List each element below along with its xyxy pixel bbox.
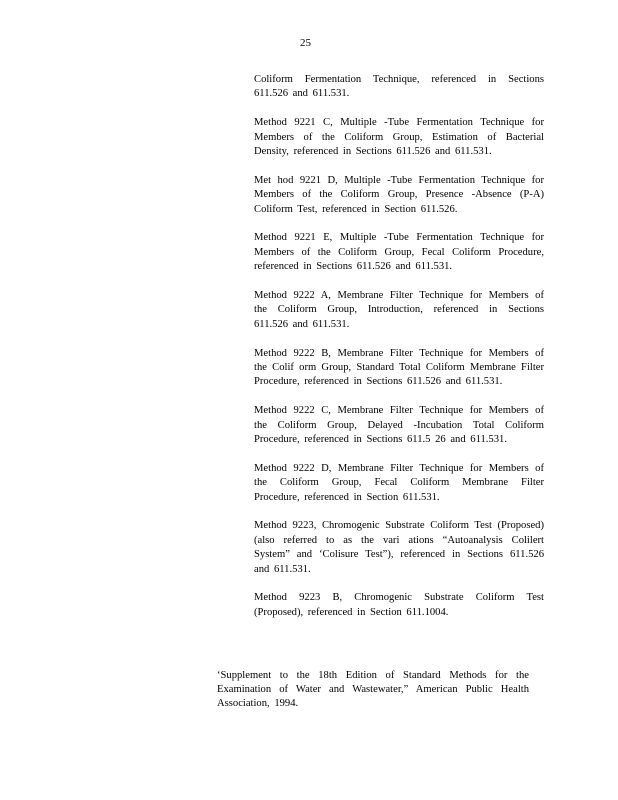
reference-entry-method-9221e: Method 9221 E, Multiple -Tube Fermentation Technique for Members of the Coliform Group, Fecal Coliform Procedure, referenced in Sections 611.526 and 611.531. [254, 232, 544, 273]
supplement-citation: ‘Supplement to the 18th Edition of Standard Methods for the Examination of Water and Wastewater,” American Public Health Association, 1994. [217, 669, 529, 710]
page-number: 25 [300, 37, 311, 49]
method-reference-list [254, 73, 544, 620]
reference-entry-method-9222b: Method 9222 B, Membrane Filter Technique for Members of the Colif orm Group, Standard Total Coliform Membrane Filter Procedure, referenced in Sections 611.526 and 611.531. [254, 347, 544, 388]
reference-entry-coliform-fermentation: Coliform Fermentation Technique, referenced in Sections 611.526 and 611.531. [254, 74, 544, 100]
reference-entry-method-9223b: Method 9223 B, Chromogenic Substrate Coliform Test (Proposed), referenced in Section 611.1004. [254, 592, 544, 618]
reference-entry-method-9222a: Method 9222 A, Membrane Filter Technique for Members of the Coliform Group, Introduction, referenced in Sections 611.526 and 611.531. [254, 290, 544, 330]
reference-entry-method-9222c: Method 9222 C, Membrane Filter Technique for Members of the Coliform Group, Delayed -Incubation Total Coliform Procedure, referenced in Sections 611.5 26 and 611.531. [254, 405, 544, 446]
reference-entry-method-9222d: Method 9222 D, Membrane Filter Technique for Members of the Coliform Group, Fecal Coliform Membrane Filter Procedure, referenced in Section 611.531. [254, 462, 544, 503]
reference-entry-method-9223: Method 9223, Chromogenic Substrate Coliform Test (Proposed) (also referred to as the vari ations “Autoanalysis Colilert System” and ‘Colisure Test”), referenced in Sections 611.526 and 611.531. [254, 520, 544, 575]
reference-entry-method-9221d: Met hod 9221 D, Multiple -Tube Fermentation Technique for Members of the Coliform Group, Presence -Absence (P-A) Coliform Test, referenced in Section 611.526. [254, 174, 544, 215]
reference-entry-method-9221c: Method 9221 C, Multiple -Tube Fermentation Technique for Members of the Coliform Group, Estimation of Bacterial Density, referenced in Sections 611.526 and 611.531. [254, 117, 544, 158]
